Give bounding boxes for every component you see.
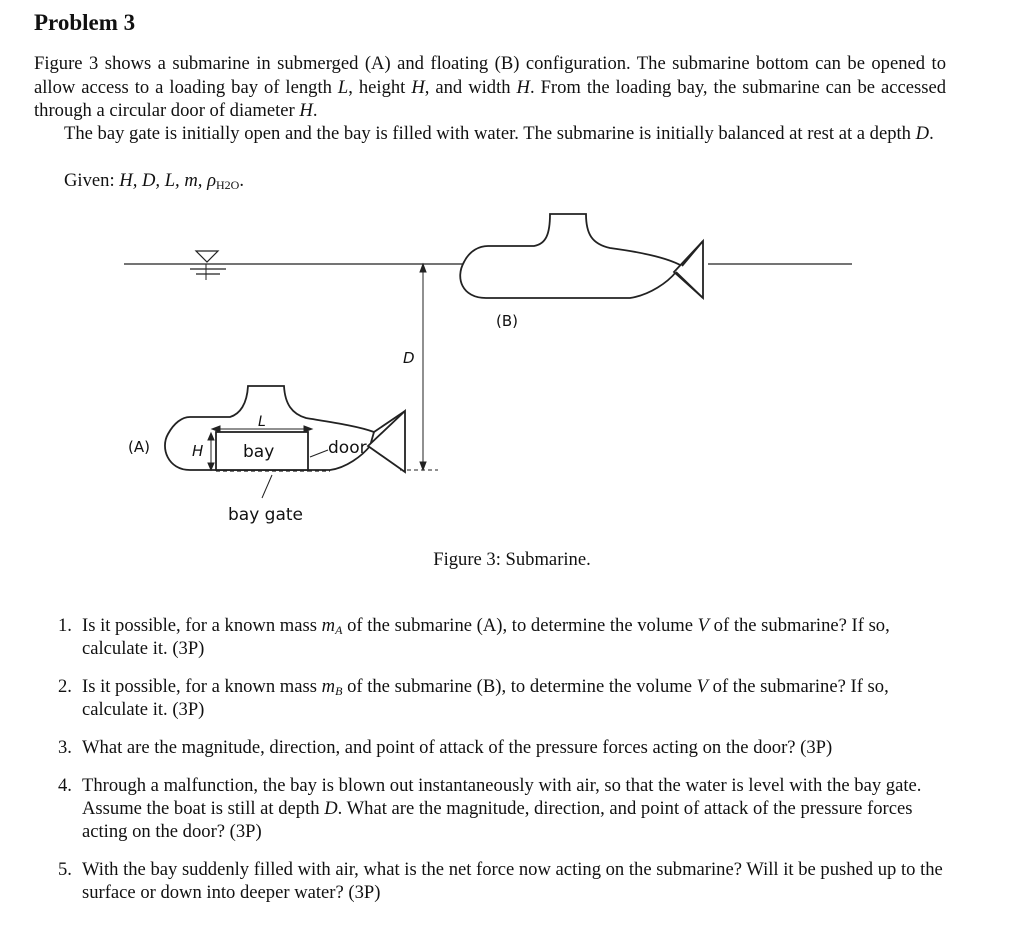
question-2: 2. Is it possible, for a known mass $m_B$ of the submarine (B), to determine the volume V of the submarine? If so, calculate it. (3P) xyxy=(58,676,889,720)
label-l: L xyxy=(258,414,266,430)
problem-title: Problem 3 xyxy=(34,10,136,35)
submarine-b xyxy=(460,214,703,298)
submarine-figure xyxy=(0,200,1024,540)
intro-paragraph: Figure 3 shows a submarine in submerged (A) and floating (B) configuration. The submarine bottom can be opened to allow access to a loading bay of length L, height H, and width H. From the loading bay, the submarine can be accessed through a circular door of diameter H. xyxy=(34,53,947,121)
question-5: 5. With the bay suddenly filled with air, what is the net force now acting on the submarine? Will it be pushed up to the surface or down into deeper water? (3P) xyxy=(58,859,943,903)
label-b: (B) xyxy=(496,312,518,330)
initial-state-paragraph: The bay gate is initially open and the bay is filled with water. The submarine is initially balanced at rest at a depth D. xyxy=(64,123,934,144)
question-3: 3. What are the magnitude, direction, and point of attack of the pressure forces acting on the door? (3P) xyxy=(58,737,833,758)
label-door: door xyxy=(328,438,367,458)
question-4: 4. Through a malfunction, the bay is blown out instantaneously with air, so that the water is level with the bay gate. Assume the boat is still at depth D. What are the magnitude, direction, and point of attack of the pressure forces acting on the door? (3P) xyxy=(58,775,922,842)
given-line: Given: H, D, L, m, $\rho_{H2O}$. xyxy=(64,170,245,192)
label-d: D xyxy=(403,349,415,367)
label-a: (A) xyxy=(128,438,150,456)
label-bay-gate: bay gate xyxy=(228,505,304,525)
label-h: H xyxy=(192,442,204,460)
label-bay: bay xyxy=(243,442,275,462)
question-1: 1. Is it possible, for a known mass $m_A$ of the submarine (A), to determine the volume V of the submarine? If so, calculate it. (3P) xyxy=(58,615,890,659)
question-list xyxy=(58,614,944,919)
water-level-symbol xyxy=(190,251,226,280)
bay-gate-leader xyxy=(262,475,272,498)
figure-caption: Figure 3: Submarine. xyxy=(433,549,591,570)
